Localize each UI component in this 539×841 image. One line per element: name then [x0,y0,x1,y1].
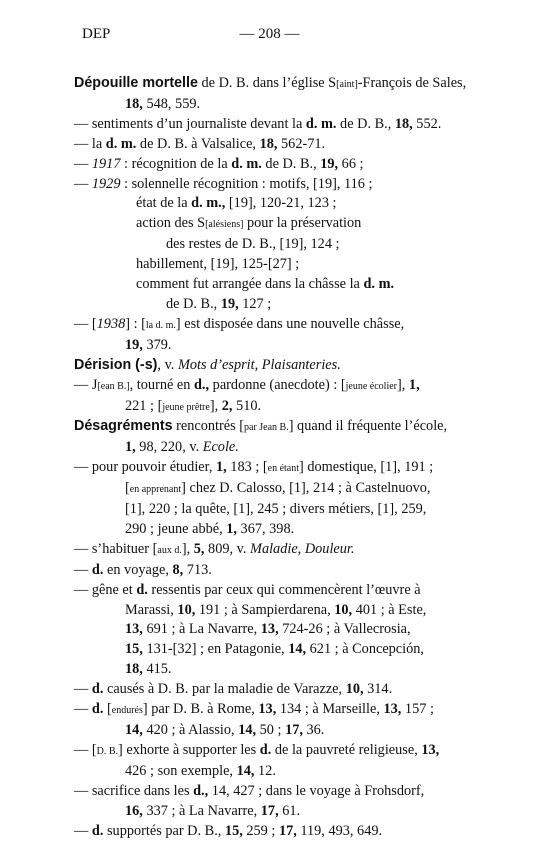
entry-text: jeune prêtre [162,401,210,413]
entry-text: — la [74,135,106,152]
entry-text: — gêne et [74,581,137,598]
index-line [74,458,479,479]
index-line [74,336,479,356]
index-line [74,741,479,762]
index-line [74,601,479,621]
entry-text: 724-26 ; à Vallecrosia, [278,621,411,638]
entry-text: 713. [183,561,212,578]
entry-text: 36. [302,722,325,738]
entry-text: — [74,701,92,718]
entry-text: 314. [363,681,393,698]
entry-text: 18, [259,135,278,152]
entry-text: Maladie, Douleur. [250,540,355,557]
entry-text: 10, [345,681,364,698]
index-line [74,802,479,822]
index-line [74,581,479,601]
entry-text: Ecole. [202,439,239,456]
entry-text: 18, [125,661,143,678]
index-line [74,822,479,841]
entry-text: d. [91,561,104,578]
entry-text: 1917 [91,155,121,172]
index-line [74,74,479,95]
entry-text: 18, [394,115,413,132]
entry-text: 119, 493, 649. [296,822,383,839]
entry-text: ] par D. B. à Rome, [142,701,259,718]
index-line [74,438,479,458]
entry-text: — s’habituer [ [74,540,158,557]
entry-text: 16, [125,802,143,819]
entry-text: 1, [125,439,136,456]
entry-text: 1929 [91,175,121,192]
entry-text: [ean B.] [97,380,130,392]
entry-text: ] quand il fréquente l’école, [288,418,448,435]
entry-text: : récognition de la [120,155,232,172]
entry-text: 221 ; [ [125,397,163,414]
index-line [74,700,479,721]
index-line [74,762,479,782]
entry-text: ] : [ [125,315,146,332]
entry-text: d. [91,701,104,718]
entry-text: supportés par D. B., [103,822,225,839]
index-line [74,660,479,680]
entry-text: en voyage, [103,561,173,578]
entry-text: 127 ; [238,295,272,312]
entry-text: causés à D. B. par la maladie de Varazze, [103,681,346,698]
entry-text: 510. [232,397,262,414]
entry-headword: Désagréments [74,418,173,435]
entry-text: 1, [408,376,420,393]
entry-text: ] chez D. Calosso, [1], 214 ; à Castelnuovo, [181,480,431,497]
running-head: DEP [82,26,111,42]
entry-text: d. m. [363,276,395,293]
entry-text: — [74,681,92,698]
entry-text: action des S [136,215,206,232]
entry-text: 2, [221,397,233,414]
entry-text: — pour pouvoir étudier, [74,459,216,476]
entry-text: pour la préservation [243,215,362,232]
index-line [74,214,479,235]
entry-text: de la pauvreté religieuse, [271,741,422,758]
entry-text: des restes de D. B., [19], 124 ; [166,236,340,253]
entry-text: 290 ; jeune abbé, [125,520,227,537]
entry-text: [ [125,480,130,497]
index-line [74,640,479,660]
entry-text: ], [209,397,222,414]
entry-text: 14, [125,722,143,738]
index-line [74,520,479,540]
entry-text: d., [193,782,209,799]
entry-text: 15, [125,641,143,658]
entry-text: 259 ; [242,822,279,839]
index-line [74,376,479,397]
entry-text: 66 ; [338,155,364,172]
index-line [74,500,479,520]
entry-text: endurés [111,705,143,717]
entry-text: d. [91,822,104,839]
index-line [74,417,479,438]
entry-text: d. m., [191,195,226,212]
entry-text: la d. m. [145,319,176,331]
entry-text: 14, [236,762,255,779]
entry-text: ], [397,376,409,393]
entry-text: en étant [267,463,299,475]
index-line [74,175,479,195]
entry-text: par Jean B. [244,422,289,434]
entry-text: [1], 220 ; la quête, [1], 245 ; divers métiers, [1], 259, [125,501,427,518]
entry-text: d., [193,376,210,393]
index-line [74,315,479,336]
index-line [74,680,479,700]
entry-text: — sentiments d’un journaliste devant la [74,115,306,132]
index-line [74,235,479,255]
entry-text: 13, [258,701,277,718]
entry-text: 19, [220,295,239,312]
entry-text: , tourné en [129,376,194,393]
entry-text: d. [91,681,104,698]
entry-text: 367, 398. [236,520,295,537]
entry-text: 691 ; à La Navarre, [142,621,261,638]
entry-text: 183 ; [ [226,459,268,476]
entry-text: aux d. [157,544,182,556]
entry-text: — [74,561,92,578]
entry-text: 13, [260,621,279,638]
entry-text: ] est disposée dans une nouvelle châsse, [175,315,405,332]
index-line [74,540,479,561]
entry-text: ], [181,540,194,557]
entry-text: en apprenant [129,484,182,496]
entry-text: 131-[32] ; en Patagonie, [142,641,289,658]
entry-text: ] domestique, [1], 191 ; [299,459,434,476]
index-line [74,356,479,376]
index-line [74,479,479,500]
index-line [74,397,479,418]
entry-text: 157 ; [401,701,434,718]
entry-text: , v. [157,356,178,373]
page-number: — 208 — [239,26,300,42]
index-line [74,255,479,275]
entry-text: -François de Sales, [357,75,467,91]
entry-text: — [74,175,92,192]
entry-text: 5, [193,540,205,557]
entry-text: 14, [238,722,257,738]
entry-text: D. B. [96,745,119,757]
entry-text: — [74,822,92,839]
entry-text: 14, 427 ; dans le voyage à Frohsdorf, [208,782,425,799]
entry-text: — [ [74,741,97,758]
entry-text: [ [103,701,112,718]
entry-text: 401 ; à Este, [352,601,427,618]
index-line [74,95,479,115]
entry-text: 17, [260,802,279,819]
entry-text: d. m. [105,135,137,152]
entry-text: 18, [125,95,143,112]
entry-text: d. m. [231,155,262,172]
entry-text: 14, [288,641,307,658]
entry-text: 337 ; à La Navarre, [142,802,261,819]
entry-text: 10, [334,601,353,618]
entry-text: 13, [421,741,440,758]
entry-text: 621 ; à Concepción, [306,641,424,658]
entry-text: 15, [224,822,243,839]
entry-text: 8, [172,561,184,578]
entry-text: 50 ; [256,722,286,738]
entry-text: de D. B. à Valsalice, [136,135,260,152]
entry-text: pardonne (anecdote) : [ [209,376,346,393]
entry-text: 1938 [96,315,126,332]
entry-text: d. m. [305,115,337,132]
entry-text: ] exhorte à supporter les [118,741,260,758]
entry-text: comment fut arrangée dans la châsse la [136,276,364,293]
entry-text: 19, [320,155,339,172]
index-entries [74,74,479,841]
index-line [74,155,479,175]
index-line [74,561,479,581]
entry-text: de D. B. dans l’église S [197,75,337,91]
entry-text: jeune écolier [345,380,397,392]
entry-text: 134 ; à Marseille, [276,701,384,718]
entry-text: 415. [142,661,172,678]
entry-text: [aint] [336,79,358,90]
entry-text: 548, 559. [142,95,201,112]
entry-text: de D. B., [336,115,395,132]
index-line [74,115,479,135]
entry-text: 1, [215,459,227,476]
entry-text: 1, [226,520,237,537]
entry-text: Mots d’esprit, Plaisanteries. [177,356,341,373]
entry-text: 191 ; à Sampierdarena, [195,601,335,618]
entry-text: 809, v. [204,540,251,557]
entry-text: 10, [177,601,196,618]
entry-text: 562-71. [277,135,326,152]
entry-headword: Dépouille mortelle [74,75,198,91]
entry-text: 12. [254,762,276,779]
entry-headword: Dérision (-s) [74,356,158,373]
entry-text: de D. B., [261,155,321,172]
entry-text: — [ [74,315,97,332]
entry-text: rencontrés [ [172,418,244,435]
entry-text: état de la [136,195,192,212]
entry-text: : solennelle récognition : motifs, [19], 116 ; [120,175,373,192]
entry-text: ressentis par ceux qui commencèrent l’œuvre à [147,581,421,598]
entry-text: Marassi, [125,601,178,618]
entry-text: 552. [412,115,442,132]
entry-text: — sacrifice dans les [74,782,194,799]
entry-text: 420 ; à Alassio, [142,722,239,738]
index-line [74,275,479,295]
entry-text: 13, [125,621,143,638]
entry-text: habillement, [19], 125-[27] ; [136,256,300,273]
index-line [74,194,479,214]
entry-text: — [74,155,92,172]
entry-text: 19, [125,336,143,353]
entry-text: 17, [278,822,297,839]
entry-text: 13, [383,701,402,718]
index-line [74,721,479,741]
index-line [74,620,479,640]
entry-text: 379. [142,336,172,353]
entry-text: de D. B., [166,295,221,312]
entry-text: 98, 220, v. [135,439,203,456]
entry-text: 426 ; son exemple, [125,762,237,779]
entry-text: 17, [285,722,303,738]
index-line [74,135,479,155]
index-line [74,295,479,315]
entry-text: d. [136,581,148,598]
entry-text: — J [74,376,98,393]
entry-text: [19], 120-21, 123 ; [225,195,337,212]
entry-text: [alésiens] [205,219,244,231]
entry-text: d. [259,741,272,758]
entry-text: 61. [278,802,301,819]
